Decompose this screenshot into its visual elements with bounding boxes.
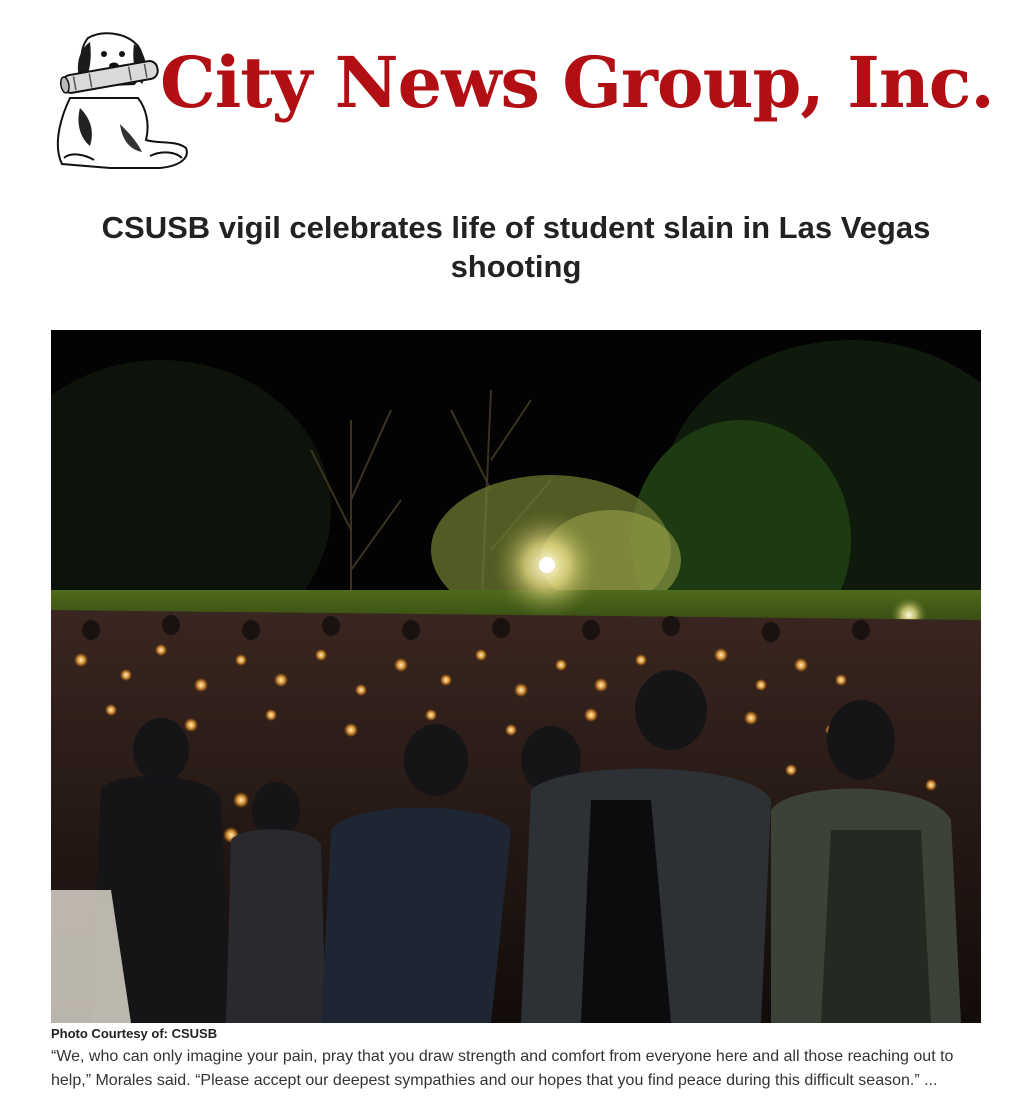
- photo-credit: Photo Courtesy of: CSUSB: [51, 1026, 218, 1041]
- brand-name[interactable]: City News Group, Inc.: [160, 41, 994, 124]
- masthead: [50, 28, 994, 174]
- candlelight-vigil-crowd-photo[interactable]: [51, 330, 981, 1023]
- article-excerpt: “We, who can only imagine your pain, pray that you draw strength and comfort from everyone here and all those reaching out to help,” Morales said. “Please accept our deepest sympathies and our hopes that you find peace during this difficult season.” ...: [51, 1048, 954, 1089]
- article-title[interactable]: CSUSB vigil celebrates life of student slain in Las Vegas shooting: [101, 210, 931, 284]
